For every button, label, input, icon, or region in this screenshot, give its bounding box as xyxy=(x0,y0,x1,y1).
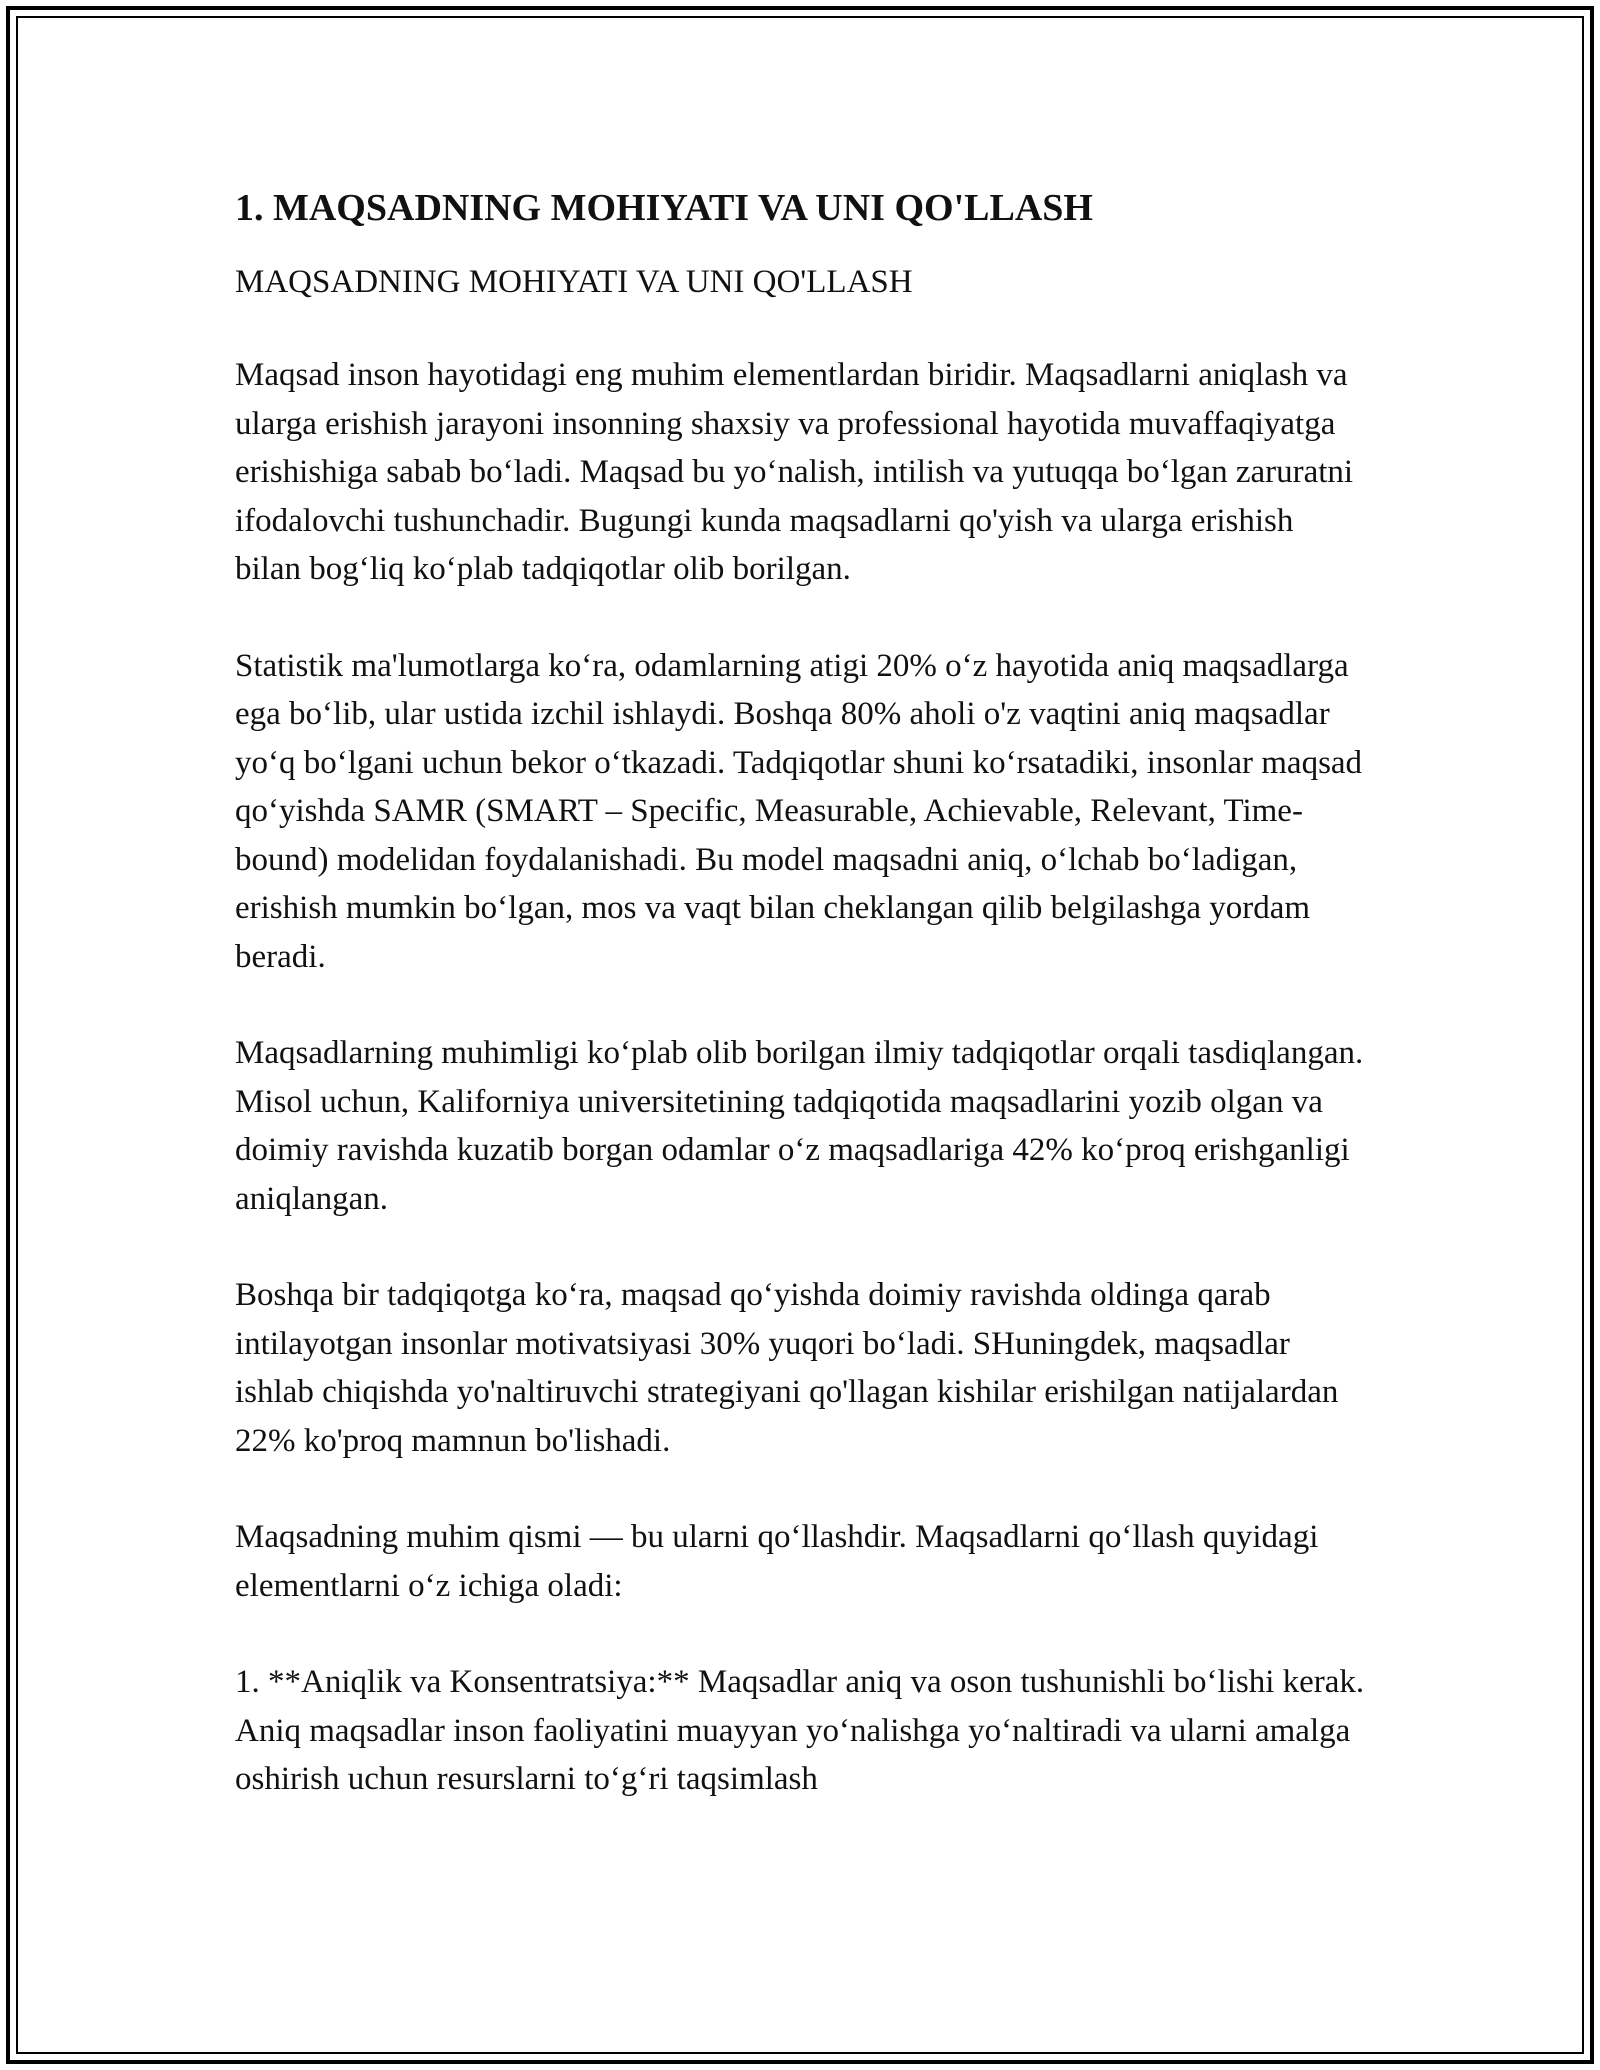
paragraph-intro: Maqsad inson hayotidagi eng muhim elementlardan biridir. Maqsadlarni aniqlash va ularga erishish jarayoni insonning shaxsiy va professional hayotida muvaffaqiyatga erishishiga sabab boʻladi. Maqsad bu yoʻnalish, intilish va yutuqqa boʻlgan zaruratni ifodalovchi tushunchadir. Bugungi kunda maqsadlarni qo'yish va ularga erishish bilan bogʻliq koʻplab tadqiqotlar olib borilgan. xyxy=(235,357,1354,587)
document-title: 1. MAQSADNING MOHIYATI VA UNI QO'LLASH xyxy=(235,187,1093,229)
paragraph-motivation: Boshqa bir tadqiqotga koʻra, maqsad qoʻyishda doimiy ravishda oldinga qarab intilayotgan insonlar motivatsiyasi 30% yuqori boʻladi. SHuningdek, maqsadlar ishlab chiqishda yo'naltiruvchi strategiyani qo'llagan kishilar erishilgan natijalardan 22% ko'proq mamnun bo'lishadi. xyxy=(235,1277,1339,1459)
paragraph-list-item-1: 1. **Aniqlik va Konsentratsiya:** Maqsadlar aniq va oson tushunishli boʻlishi kerak. Aniq maqsadlar inson faoliyatini muayyan yoʻnalishga yoʻnaltiradi va ularni amalga oshirish uchun resurslarni toʻgʻri taqsimlash xyxy=(235,1664,1365,1797)
document-body xyxy=(235,185,1365,1852)
document-subtitle: MAQSADNING MOHIYATI VA UNI QO'LLASH xyxy=(235,264,913,300)
paragraph-research: Maqsadlarning muhimligi koʻplab olib borilgan ilmiy tadqiqotlar orqali tasdiqlangan. Misol uchun, Kaliforniya universitetining tadqiqotida maqsadlarini yozib olgan va doimiy ravishda kuzatib borgan odamlar oʻz maqsadlariga 42% koʻproq erishganligi aniqlangan. xyxy=(235,1035,1364,1217)
paragraph-statistics: Statistik ma'lumotlarga koʻra, odamlarning atigi 20% oʻz hayotida aniq maqsadlarga ega boʻlib, ular ustida izchil ishlaydi. Boshqa 80% aholi o'z vaqtini aniq maqsadlar yoʻq boʻlgani uchun bekor oʻtkazadi. Tadqiqotlar shuni koʻrsatadiki, insonlar maqsad qoʻyishda SAMR (SMART – Specific, Measurable, Achievable, Relevant, Time-bound) modelidan foydalanishadi. Bu model maqsadni aniq, oʻlchab boʻladigan, erishish mumkin boʻlgan, mos va vaqt bilan cheklangan qilib belgilashga yordam beradi. xyxy=(235,647,1363,975)
paragraph-application: Maqsadning muhim qismi — bu ularni qoʻllashdir. Maqsadlarni qoʻllash quyidagi elementlarni oʻz ichiga oladi: xyxy=(235,1519,1319,1604)
